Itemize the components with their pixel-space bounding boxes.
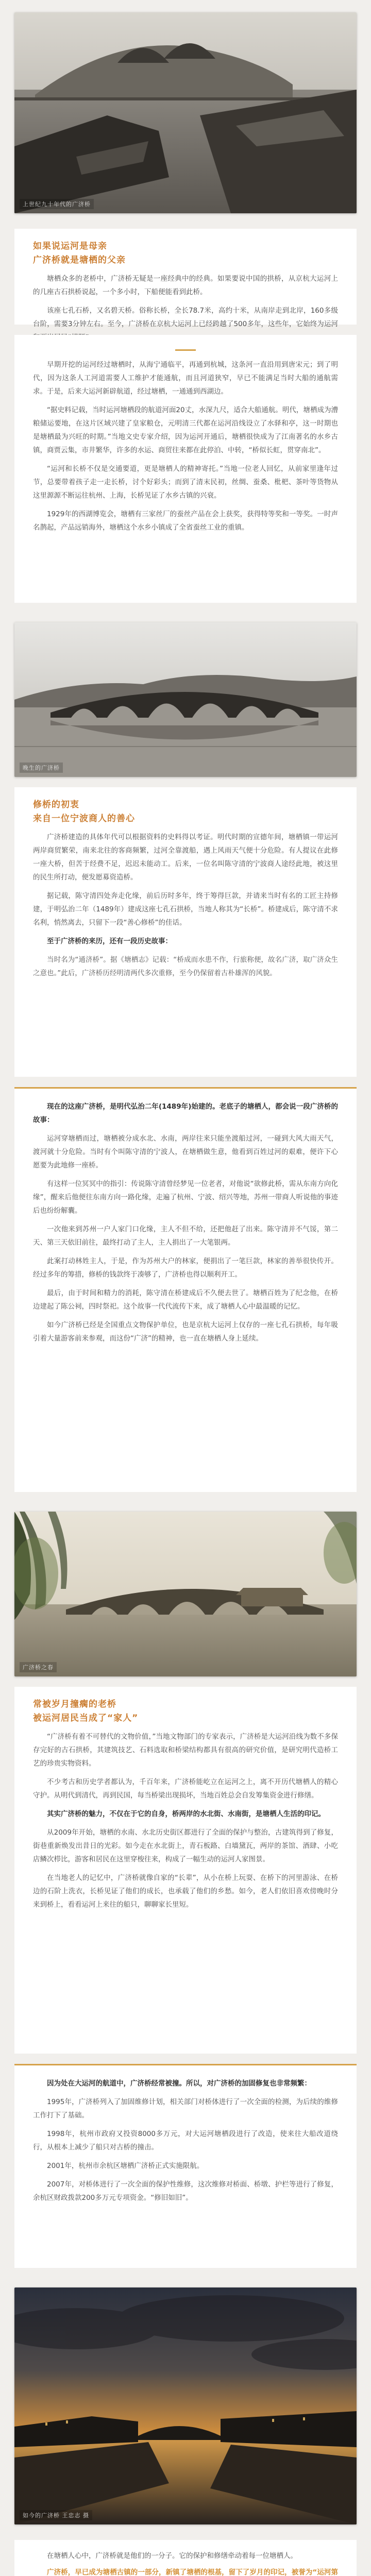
section-intro [14,229,357,328]
photo-bridge-sunset [14,2287,357,2524]
lead-paragraph: 因为处在大运河的航道中，广济桥经常被撞。所以，对广济桥的加固修复也非常频繁： [47,2079,311,2088]
paragraph: 此案打动林姓主人，于是，作为苏州大户的林家，便捐出了一笔巨款，林家的善举很快传开。经过多年的筹措，修桥的钱款终于凑够了，广济桥也得以顺利开工。 [33,1257,338,1279]
old-bridge-image [14,12,357,213]
headline-line-1: 修桥的初衷 [33,800,79,810]
bridge-sunset-image [14,2287,357,2524]
photo-caption: 上世纪九十年代的广济桥 [20,199,94,209]
paragraph: “据史料记载，当时运河塘栖段的航道河面20丈，水深九尺，适合大船通航。明代，塘栖成为漕粮储运要地，在这片区域兴建了皇家粮仓，元明清三代都在运河沿线设立了水驿和亭，这一时期也是塘栖最为兴旺的时期。”当地文史专家介绍，因为运河开通后，塘栖很快成为了江南著名的水乡古镇，商贾云集，市井繁华，许多的水运、商贸往来都在此停泊、中转，“桥似长虹，贯穿南北”。 [33,406,338,454]
quote-paragraph: 当时名为“通济桥”。据《塘栖志》记载：“桥成而水患不作，行旅称便，故名广济，取广济众生之意也。”此后，广济桥历经明清两代多次重修，至今仍保留着古朴雄浑的风貌。 [33,956,338,977]
paragraph: “运河和长桥不仅是交通要道，更是塘栖人的精神寄托。”当地一位老人回忆，从前家里逢年过节，总要带着孩子走一走长桥，讨个好彩头；而到了清末民初，丝绸、蚕桑、枇杷、茶叶等货物从这里源源不断运往杭州、上海，长桥见证了水乡古镇的兴衰。 [33,465,338,500]
paragraph: “广济桥有着不可替代的文物价值，”当地文物部门的专家表示，广济桥是大运河沿线为数不多保存完好的古石拱桥，其建筑技艺、石料选取和桥梁结构都具有很高的研究价值，是研究明代造桥工艺的珍贵实物资料。 [33,1733,338,1768]
paragraph: 一次他来到苏州一户人家门口化缘，主人不但不给，还把他赶了出来。陈守清并不气馁，第二天、第三天依旧前往，最终打动了主人，主人捐出了一大笔银两。 [33,1225,338,1247]
paragraph: 不少考古和历史学者都认为，千百年来，广济桥能屹立在运河之上，离不开历代塘栖人的精心守护。从明代到清代，再到民国，每当桥梁出现损坏，当地百姓总会自发筹集资金进行修缮。 [33,1778,338,1800]
paragraph: 2001年，杭州市余杭区塘栖广济桥正式实施限航。 [47,2162,204,2170]
paragraph: 如今广济桥已经是全国重点文物保护单位，也是京杭大运河上仅存的一座七孔石拱桥，每年吸引着大量游客前来参观，而这份“广济”的精神，也一直在塘栖人身上延续。 [33,1321,338,1343]
section-history [14,335,357,603]
photo-bridge-dusk [14,622,357,777]
paragraph: 有这样一位冥冥中的指引：传说陈守清曾经梦见一位老者，对他说“欲修此桥，需从东南方向化缘”，醒来后他便往东南方向一路化缘，走遍了杭州、宁波、绍兴等地，苏州一带商人听说他的事迹后也纷纷解囊。 [33,1180,338,1215]
lead-paragraph: 其实广济桥的魅力，不仅在于它的自身，桥两岸的水北街、水南街，是塘栖人生活的印记。 [47,1810,325,1818]
headline-line-2: 广济桥就是塘栖的父亲 [33,255,126,265]
paragraph: 塘栖众多的老桥中，广济桥无疑是一座经典中的经典。如果要说中国的拱桥，从京杭大运河上的几座古石拱桥说起，一个多小时，下船便能看到此桥。 [33,275,338,296]
closing-paragraph: 在塘栖人心中，广济桥就是他们的一分子。它的保护和修缮牵动着每一位塘栖人。 [47,2552,297,2560]
photo-bridge-spring [14,1512,357,1676]
section-origin [14,787,357,1077]
paragraph: 在当地老人的记忆中，广济桥就像自家的“长辈”，从小在桥上玩耍、在桥下的河里游泳、在桥边的石阶上洗衣，长桥见证了他们的成长，也承载了他们的乡愁。如今，老人们依旧喜欢傍晚时分来到桥上，看看运河上来往的船只，聊聊家长里短。 [33,1874,338,1909]
bridge-spring-image [14,1512,357,1676]
paragraph-emphasis: 至于广济桥的来历，还有一段历史故事： [47,937,172,945]
photo-old-bridge [14,12,357,213]
paragraph: 1998年，杭州市政府又投资8000多万元，对大运河塘栖段进行了改造，使来往大船改道绕行，从根本上减少了船只对古桥的撞击。 [33,2130,338,2151]
lead-paragraph: 现在的这座广济桥，是明代弘治二年(1489年)始建的。老底子的塘栖人，都会说一段广济桥的故事： [33,1103,338,1124]
headline-line-1: 如果说运河是母亲 [33,241,107,251]
divider [175,349,196,351]
section-family [14,1687,357,2054]
paragraph: 最后，由于时间和精力的消耗，陈守清在桥建成后不久便去世了。塘栖百姓为了纪念他，在桥边建起了陈公祠，四时祭祀。这个故事一代代流传下来，成了塘栖人心中最温暖的记忆。 [33,1289,338,1311]
closing-section [14,2540,357,2576]
headline-line-2: 被运河居民当成了“家人” [33,1713,139,1723]
paragraph: 早期开挖的运河经过塘栖时，从海宁通临平，再通到杭城，这条河一直沿用到唐宋元；到了明代，因为这条人工河道需要人工维护才能通航，而且河道狭窄，早已不能满足当时大船的通航需求。于是，后来大运河新辟航道，经过塘栖，一通通到西湖边。 [33,361,338,396]
section-legend [14,1087,357,1492]
closing-highlight: 广济桥，早已成为塘栖古镇的一部分，新镇了塘栖的根基，留下了岁月的印记，被誉为“运河第 [47,2568,338,2576]
paragraph: 从2009年开始，塘栖的水南、水北历史街区都进行了全面的保护与整治，古建筑得到了修复，街巷重新焕发出昔日的光彩。如今走在水北街上，青石板路、白墙黛瓦，两岸的茶馆、酒肆、小吃店鳞次栉比，游客和居民在这里穿梭往来，构成了一幅生动的运河人家图景。 [33,1828,338,1863]
paragraph: 广济桥建造的具体年代可以根据资料的史料得以考证。明代时期的宣德年间，塘栖镇一带运河两岸商贸繁荣，南来北往的客商频繁，过河全靠渡船，遇上风雨天气便十分危险。有人提议在此修一座大桥，但苦于经费不足，迟迟未能动工。后来，一位名叫陈守清的宁波商人途经此地，被这里的民生所打动，便发愿募资造桥。 [33,833,338,882]
photo-caption: 如今的广济桥 王忠志 摄 [20,2510,92,2520]
paragraph: 1995年，广济桥列入了加固维修计划，相关部门对桥体进行了一次全面的检测，为后续的维修工作打下了基础。 [33,2098,338,2120]
paragraph: 据记载，陈守清四处奔走化缘，前后历时多年，终于筹得巨款，并请来当时有名的工匠主持修建，于明弘治二年（1489年）建成这座七孔石拱桥，当地人称其为“长桥”。桥建成后，陈守清不求名利，悄然离去，只留下一段“善心修桥”的佳话。 [33,892,338,927]
paragraph: 1929年的西湖博览会，塘栖有三家丝厂的蚕丝产品在会上获奖，获得特等奖和一等奖。一时声名鹊起，产品远销海外，塘栖这个水乡小镇成了全省蚕丝工业的重镇。 [33,510,338,532]
paragraph: 2007年，对桥体进行了一次全面的保护性维修，这次维修对桥面、桥墩、护栏等进行了修复，余杭区财政拨款200多万元专项资金。“修旧如旧”。 [33,2180,338,2202]
paragraph: 该座七孔石桥，又名碧天桥。俗称长桥，全长78.7米，高约十米，从南岸走到北岸，160多级台阶，需要3分钟左右。至今，广济桥在京杭大运河上已经跨越了500多年，这些年，它始终为运河 [33,307,338,328]
headline-line-2: 来自一位宁波商人的善心 [33,814,135,824]
photo-caption: 广济桥之春 [20,1662,57,1672]
bridge-dusk-image [14,622,357,777]
paragraph: 运河穿塘栖而过，塘栖被分成水北、水南，两岸往来只能坐渡船过河，一碰到大风大雨天气，渡河就十分危险。当时有个叫陈守清的宁波人，在塘栖做生意，他看到百姓过河的艰难，便许下心愿要为此地修一座桥。 [33,1134,338,1170]
photo-caption: 晚生的广济桥 [20,762,63,773]
headline-line-1: 常被岁月撞瘸的老桥 [33,1699,116,1709]
section-restoration [14,2064,357,2268]
